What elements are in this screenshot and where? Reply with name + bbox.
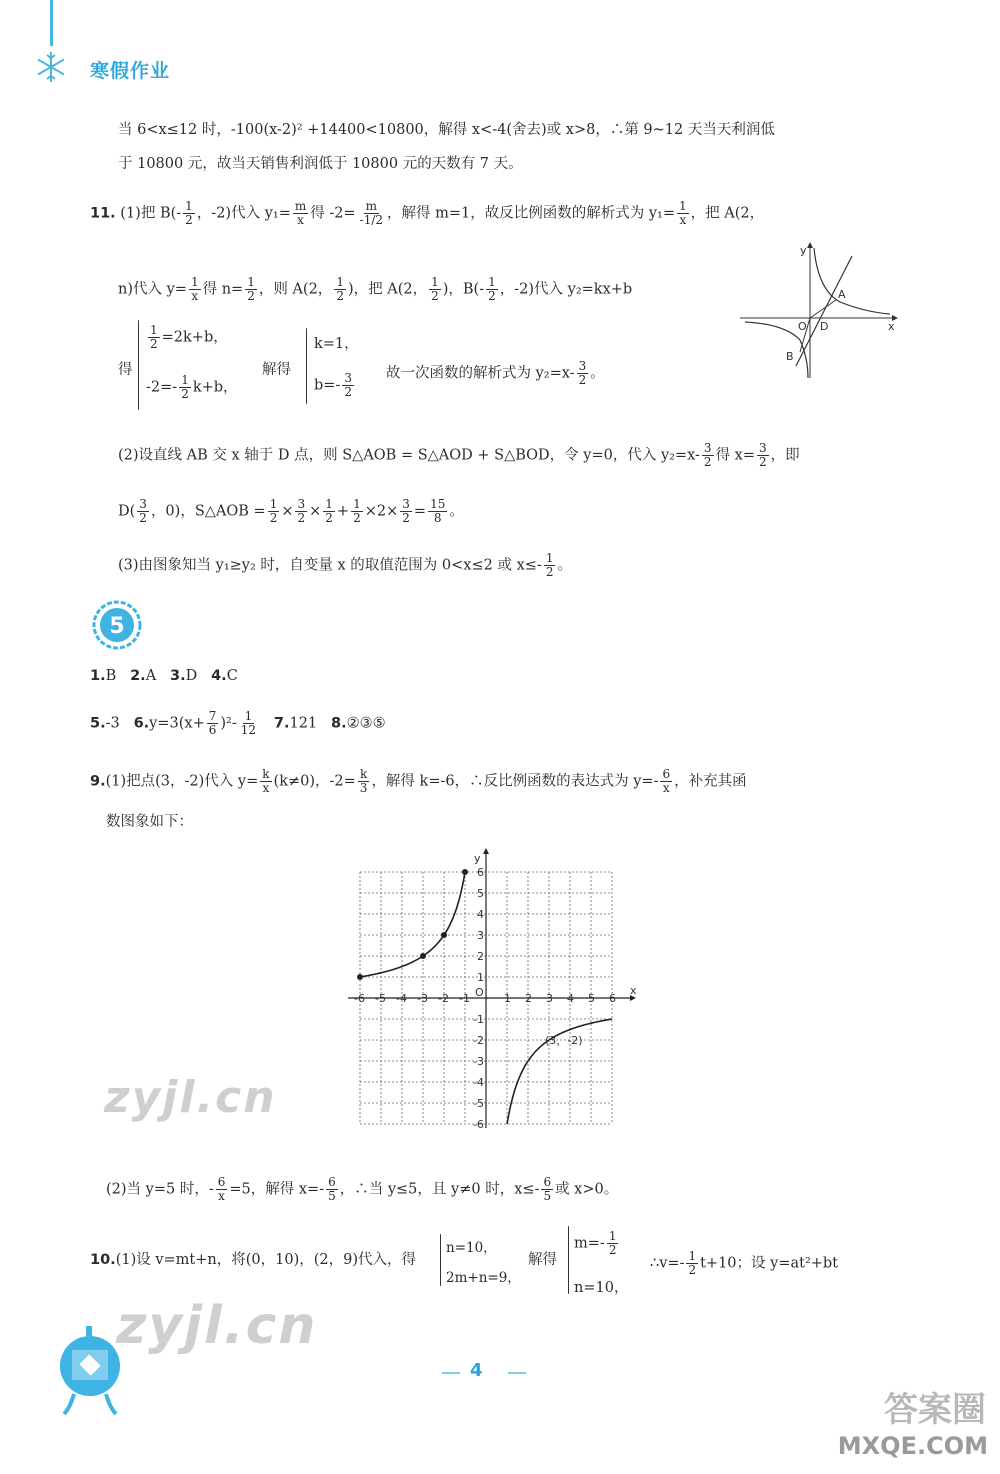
text: (k≠0)，-2= bbox=[273, 773, 356, 790]
left-brace bbox=[306, 328, 307, 404]
y-tick-label: 3 bbox=[477, 929, 484, 942]
fraction: $\frac{1}{2}$ bbox=[545, 551, 554, 579]
watermark-text: zyjl.cn bbox=[104, 1072, 277, 1123]
lantern-mascot-icon bbox=[56, 1326, 126, 1416]
question-number: 3. bbox=[170, 668, 186, 684]
text: × bbox=[364, 503, 377, 520]
text: 得 x= bbox=[715, 447, 755, 464]
q11-line6 bbox=[118, 552, 572, 579]
text: k+b， bbox=[192, 379, 238, 396]
fraction: $\frac{1}{2}$ bbox=[353, 497, 361, 525]
question-number: 4. bbox=[211, 668, 227, 684]
q11-number: 11. bbox=[90, 205, 116, 222]
text-line: 于 10800 元，故当天销售利润低于 10800 元的天数有 7 天。 bbox=[118, 156, 523, 172]
series-line bbox=[360, 872, 465, 977]
text: -2= bbox=[146, 379, 173, 396]
text: - bbox=[479, 281, 485, 298]
fraction: $\frac{3}{2}$ bbox=[297, 497, 306, 525]
text: =5，解得 x= bbox=[229, 1181, 320, 1198]
answer: )²- bbox=[220, 715, 237, 732]
text: 得 -2= bbox=[310, 205, 356, 222]
x-tick-label: -5 bbox=[375, 992, 386, 1005]
q11-graph-d-label: D bbox=[820, 320, 829, 333]
data-point bbox=[420, 953, 426, 959]
text: (1)把 B( bbox=[120, 205, 177, 222]
fraction: $\frac{1}{2}$ bbox=[336, 275, 344, 303]
q11-graph-o-label: O bbox=[798, 320, 807, 333]
page-number: 4 bbox=[470, 1360, 483, 1381]
text: ，把 A(2， bbox=[690, 205, 765, 222]
text: ，解得 k=-6，∴反比例函数的表达式为 y= bbox=[371, 773, 654, 790]
equation-row: n=10， bbox=[574, 1280, 629, 1296]
x-tick-label: 5 bbox=[588, 992, 595, 1005]
question-number: 9. bbox=[90, 773, 106, 790]
text: )，B( bbox=[442, 281, 480, 298]
text: (1)设 v=mt+n，将(0，10)，(2，9)代入，得 bbox=[115, 1252, 416, 1268]
x-axis-label: x bbox=[630, 984, 637, 997]
fraction: $\frac{1}{x}$ bbox=[679, 199, 687, 227]
question-number: 10. bbox=[90, 1252, 116, 1268]
text: ∴v=- bbox=[650, 1255, 685, 1272]
q11-graph bbox=[740, 240, 900, 380]
equation-row: n=10， bbox=[446, 1240, 497, 1256]
chart-annotation: (3，-2) bbox=[545, 1034, 583, 1047]
fraction: $\frac{3}{2}$ bbox=[344, 371, 352, 399]
x-tick-label: 3 bbox=[546, 992, 553, 1005]
text: ，0)，S△AOB = bbox=[150, 503, 266, 520]
y-tick-label: -5 bbox=[473, 1097, 484, 1110]
text: t+10；设 y=at²+bt bbox=[700, 1255, 839, 1272]
text: × bbox=[281, 503, 294, 520]
q9-line1 bbox=[90, 768, 747, 795]
q11-graph-b-label: B bbox=[786, 350, 794, 363]
text: × bbox=[386, 503, 399, 520]
y-tick-label: -1 bbox=[473, 1013, 484, 1026]
answers-row-1 bbox=[90, 666, 238, 686]
fraction: $\frac{1}{x}$ bbox=[190, 275, 199, 303]
q10-line1-head bbox=[90, 1250, 416, 1270]
x-tick-label: 6 bbox=[609, 992, 616, 1005]
origin-label: O bbox=[475, 986, 484, 999]
equation-row bbox=[146, 324, 228, 351]
y-tick-label: -2 bbox=[473, 1034, 484, 1047]
fraction: $\frac{m}{-1/2}$ bbox=[359, 199, 384, 227]
left-brace bbox=[440, 1234, 441, 1286]
text: (3)由图象知当 y₁≥y₂ 时，自变量 x 的取值范围为 0<x≤2 或 x≤ bbox=[118, 557, 537, 574]
text: b= bbox=[314, 377, 336, 394]
fraction: $\frac{6}{5}$ bbox=[328, 1175, 336, 1203]
header-rule bbox=[50, 0, 53, 46]
answer: D bbox=[185, 668, 198, 684]
text: n)代入 y= bbox=[118, 281, 187, 298]
q11-line2 bbox=[118, 276, 632, 303]
data-point bbox=[357, 974, 363, 980]
y-tick-label: 2 bbox=[477, 950, 484, 963]
fraction: $\frac{1}{2}$ bbox=[269, 497, 278, 525]
data-point bbox=[462, 869, 468, 875]
section-badge-number: 5 bbox=[109, 614, 125, 639]
y-tick-label: 4 bbox=[477, 908, 484, 921]
text: 解得 bbox=[528, 1252, 557, 1268]
text: ，补充其函 bbox=[674, 773, 747, 790]
text: (2)设直线 AB 交 x 轴于 D 点，则 S△AOB = S△AOD + S△BOD，令 y=0，代入 y₂=x- bbox=[118, 447, 700, 464]
text: - bbox=[208, 1181, 214, 1198]
q9-chart bbox=[348, 838, 644, 1128]
fraction: $\frac{m}{x}$ bbox=[294, 199, 307, 227]
equation-row bbox=[314, 372, 356, 399]
x-tick-label: -4 bbox=[396, 992, 407, 1005]
text: - bbox=[653, 773, 659, 790]
corner-logo-domain: MXQE.COM bbox=[837, 1432, 988, 1460]
y-tick-label: -6 bbox=[473, 1118, 484, 1128]
fraction: $\frac{1}{2}$ bbox=[431, 275, 439, 303]
snowflake-icon bbox=[34, 50, 68, 84]
text: 。 bbox=[449, 503, 464, 520]
text: 得 n= bbox=[202, 281, 244, 298]
header-title: 寒假作业 bbox=[90, 60, 171, 82]
equation-row bbox=[146, 374, 238, 401]
q11-line3-tail bbox=[386, 360, 605, 387]
q11-graph-x-label: x bbox=[888, 320, 895, 333]
answer: 121 bbox=[289, 715, 318, 732]
x-tick-label: 2 bbox=[525, 992, 532, 1005]
fraction: $\frac{3}{2}$ bbox=[759, 441, 767, 469]
y-tick-label: 5 bbox=[477, 887, 484, 900]
question-number: 8. bbox=[330, 715, 347, 732]
fraction: $\frac{1}{2}$ bbox=[488, 275, 496, 303]
text: ，则 A(2， bbox=[258, 281, 333, 298]
fraction: $\frac{1}{12}$ bbox=[240, 709, 257, 737]
x-tick-label: 4 bbox=[567, 992, 574, 1005]
text: (1)把点(3，-2)代入 y= bbox=[105, 773, 259, 790]
q11-line5: D( $\frac{3}{2}$ ，0)，S△AOB = $\frac{1}{2}$ × $\frac{3}{2}$ × $\frac{1}{2}$ + $\frac{1}{2}$ ×2× $\frac{3}{2}$ = $\frac{15}{8}$ 。 bbox=[118, 497, 464, 525]
question-number: 5. bbox=[90, 715, 106, 732]
q11-line1 bbox=[90, 200, 764, 227]
text: ，-2)代入 y₁= bbox=[196, 205, 291, 222]
x-tick-label: -3 bbox=[417, 992, 428, 1005]
q11-graph-a-label: A bbox=[838, 288, 846, 301]
fraction: $\frac{k}{3}$ bbox=[359, 767, 368, 795]
text: 得 bbox=[118, 362, 133, 378]
q11-graph-y-label: y bbox=[800, 244, 807, 257]
text: ，-2)代入 y₂=kx+b bbox=[499, 281, 633, 298]
answer: C bbox=[226, 668, 238, 684]
y-tick-label: -4 bbox=[473, 1076, 484, 1089]
text: ，即 bbox=[770, 447, 800, 464]
chart-points bbox=[357, 869, 468, 980]
fraction: $\frac{6}{x}$ bbox=[662, 767, 671, 795]
text: - bbox=[536, 557, 542, 574]
equation-row: k=1， bbox=[314, 336, 359, 352]
page-number-dash bbox=[442, 1372, 460, 1374]
y-axis-label: y bbox=[474, 852, 481, 865]
fraction: $\frac{1}{2}$ bbox=[150, 323, 158, 351]
answer: ②③⑤ bbox=[346, 715, 386, 732]
text: m=- bbox=[574, 1235, 605, 1252]
answer: A bbox=[145, 668, 157, 684]
y-tick-label: 6 bbox=[477, 866, 484, 879]
section-badge bbox=[92, 600, 142, 650]
y-axis-arrow bbox=[483, 848, 489, 854]
equation-row: 2m+n=9， bbox=[446, 1270, 521, 1286]
answer: B bbox=[105, 668, 117, 684]
y-tick-label: 1 bbox=[477, 971, 484, 984]
text: - bbox=[176, 205, 182, 222]
text: D( bbox=[118, 503, 136, 520]
text: - bbox=[319, 1181, 325, 1198]
text: ，∴当 y≤5，且 y≠0 时，x≤ bbox=[339, 1181, 535, 1198]
left-brace bbox=[568, 1226, 569, 1294]
text: - bbox=[534, 1181, 540, 1198]
fraction: $\frac{3}{2}$ bbox=[703, 441, 712, 469]
question-number: 2. bbox=[130, 668, 146, 684]
answers-row-2 bbox=[90, 710, 386, 737]
text: 或 x>0。 bbox=[555, 1181, 619, 1198]
y-tick-label: -3 bbox=[473, 1055, 484, 1068]
q11-line4 bbox=[118, 442, 800, 469]
fraction: $\frac{3}{2}$ bbox=[139, 497, 147, 525]
answer: -3 bbox=[105, 715, 120, 732]
q9-line2: 数图象如下： bbox=[106, 814, 193, 830]
text: × bbox=[309, 503, 322, 520]
text: =2k+b， bbox=[161, 329, 228, 346]
question-number: 7. bbox=[273, 715, 290, 732]
x-tick-label: 1 bbox=[504, 992, 511, 1005]
question-number: 6. bbox=[133, 715, 150, 732]
text: (2)当 y=5 时， bbox=[106, 1181, 209, 1198]
page-number-dash bbox=[508, 1372, 526, 1374]
text: + bbox=[336, 503, 350, 520]
text: - bbox=[172, 379, 178, 396]
fraction: $\frac{15}{8}$ bbox=[430, 497, 446, 525]
text: 故一次函数的解析式为 y₂=x- bbox=[386, 365, 575, 382]
text: ，解得 m=1，故反比例函数的解析式为 y₁= bbox=[387, 205, 676, 222]
corner-logo-text: 答案圈 bbox=[884, 1390, 986, 1430]
q9-line3 bbox=[106, 1176, 618, 1203]
fraction: $\frac{6}{x}$ bbox=[217, 1175, 226, 1203]
fraction: $\frac{1}{2}$ bbox=[185, 199, 193, 227]
fraction: $\frac{7}{6}$ bbox=[208, 709, 217, 737]
fraction: $\frac{k}{x}$ bbox=[262, 767, 270, 795]
fraction: $\frac{3}{2}$ bbox=[578, 359, 587, 387]
chart-ticks bbox=[354, 866, 616, 1128]
q10-line1-tail bbox=[650, 1250, 838, 1277]
question-number: 1. bbox=[90, 668, 106, 684]
data-point bbox=[441, 932, 447, 938]
fraction: $\frac{1}{2}$ bbox=[688, 1249, 697, 1277]
text: 。 bbox=[590, 365, 605, 382]
text-line: 当 6<x≤12 时，-100(x-2)² +14400<10800，解得 x<-4(舍去)或 x>8，∴第 9~12 天当天利润低 bbox=[118, 122, 775, 138]
equation-row bbox=[574, 1230, 620, 1257]
fraction: $\frac{6}{5}$ bbox=[543, 1175, 552, 1203]
x-tick-label: -2 bbox=[438, 992, 449, 1005]
text: 解得 bbox=[262, 362, 291, 378]
x-tick-label: -6 bbox=[354, 992, 365, 1005]
watermark-text: zyjl.cn bbox=[116, 1296, 318, 1356]
left-brace bbox=[138, 320, 139, 410]
answer: y=3(x+ bbox=[149, 715, 205, 732]
fraction: $\frac{1}{2}$ bbox=[247, 275, 255, 303]
fraction: $\frac{3}{2}$ bbox=[402, 497, 410, 525]
chart-axes bbox=[348, 848, 637, 1128]
text: )，把 A(2， bbox=[347, 281, 428, 298]
fraction: $\frac{1}{2}$ bbox=[181, 373, 189, 401]
text: - bbox=[335, 377, 341, 394]
x-tick-label: -1 bbox=[459, 992, 470, 1005]
fraction: $\frac{1}{2}$ bbox=[325, 497, 333, 525]
text: 2 bbox=[376, 503, 387, 520]
fraction: $\frac{1}{2}$ bbox=[608, 1229, 617, 1257]
text: 。 bbox=[557, 557, 572, 574]
